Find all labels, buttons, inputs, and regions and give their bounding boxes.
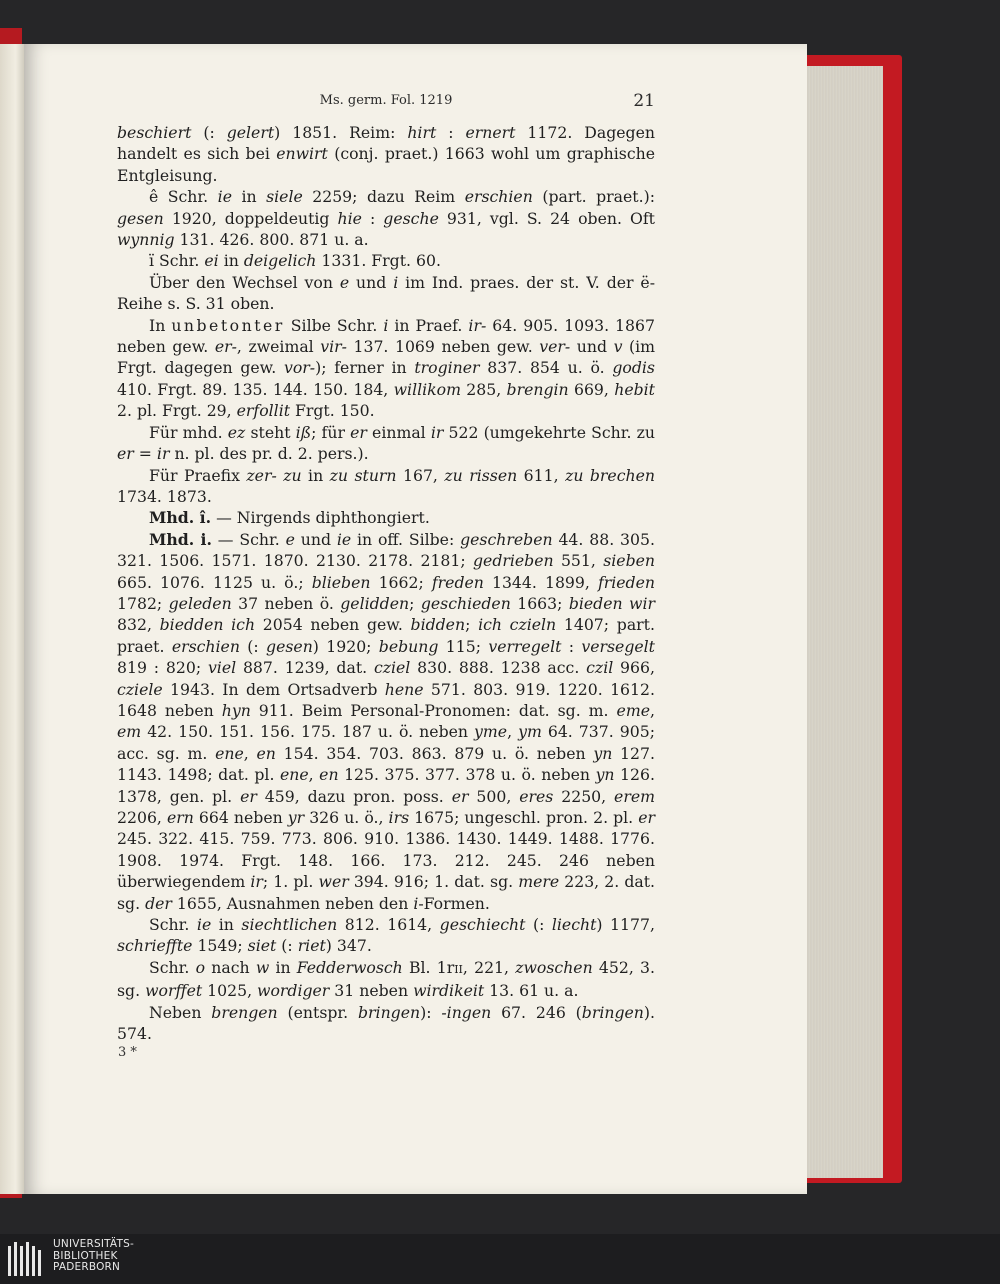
library-name-line1: UNIVERSITÄTS- (53, 1238, 134, 1250)
running-head (117, 91, 655, 111)
library-logo-icon (6, 1240, 46, 1278)
page-number: 21 (633, 91, 655, 111)
running-head-title: Ms. germ. Fol. 1219 (319, 93, 453, 108)
library-name-line3: PADERBORN (53, 1261, 121, 1273)
paragraph: ï Schr. ei in deigelich 1331. Frgt. 60. (149, 251, 441, 271)
paragraph: Schr. o nach w in Fedderwosch Bl. 1rII, 221, zwoschen 452, 3. sg. worffet 1025, wordiger 31 neben wirdikeit 13. 61 u. a. (117, 957, 655, 1001)
paragraph: ê Schr. ie in siele 2259; dazu Reim erschien (part. praet.): gesen 1920, doppeldeutig hie : gesche 931, vgl. S. 24 oben. Oft wynnig 131. 426. 800. 871 u. a. (117, 187, 655, 250)
body-text (117, 122, 655, 1044)
library-name-line2: BIBLIOTHEK (53, 1249, 118, 1262)
paragraph: beschiert (: gelert) 1851. Reim: hirt : ernert 1172. Dagegen handelt es sich bei enwirt (conj. praet.) 1663 wohl um graphische Entgleisung. (117, 123, 655, 185)
paragraph: Schr. ie in siechtlichen 812. 1614, geschiecht (: liecht) 1177, schrieffte 1549; siet (: riet) 347. (117, 915, 655, 956)
paragraph: Über den Wechsel von e und i im Ind. praes. der st. V. der ë-Reihe s. S. 31 oben. (117, 272, 655, 314)
paragraph: Mhd. i. — Schr. e und ie in off. Silbe: geschreben 44. 88. 305. 321. 1506. 1571. 1870. 2130. 2178. 2181; gedrieben 551, sieben 665. 1076. 1125 u. ö.; blieben 1662; freden 1344. 1899, frieden 1782; geleden 37 neben ö. gelidden; geschieden 1663; bieden wir 832, biedden ich 2054 neben gew. bidden; ich czieln 1407; part. praet. erschien (: gesen) 1920; bebung 115; verregelt : versegelt 819 : 820; viel 887. 1239, dat. cziel 830. 888. 1238 acc. czil 966, cziele 1943. In dem Ortsadverb hene 571. 803. 919. 1220. 1612. 1648 neben hyn 911. Beim Personal-Pronomen: dat. sg. m. eme, em 42. 150. 151. 156. 175. 187 u. ö. neben yme, ym 64. 737. 905; acc. sg. m. ene, en 154. 354. 703. 863. 879 u. ö. neben yn 127. 1143. 1498; dat. pl. ene, en 125. 375. 377. 378 u. ö. neben yn 126. 1378, gen. pl. er 459, dazu pron. poss. er 500, eres 2250, erem 2206, ern 664 neben yr 326 u. ö., irs 1675; ungeschl. pron. 2. pl. er 245. 322. 415. 759. 773. 806. 910. 1386. 1430. 1449. 1488. 1776. 1908. 1974. Frgt. 148. 166. 173. 212. 245. 246 neben überwiegendem ir; 1. pl. wer 394. 916; 1. dat. sg. mere 223, 2. dat. sg. der 1655, Ausnahmen neben den i-Formen. (117, 529, 656, 913)
paragraph: Für Praefix zer- zu in zu sturn 167, zu rissen 611, zu brechen 1734. 1873. (117, 465, 655, 506)
paragraph: Für mhd. ez steht iß; für er einmal ir 522 (umgekehrte Schr. zu er = ir n. pl. des pr. d. 2. pers.). (117, 422, 656, 464)
library-name (53, 1239, 134, 1274)
paragraph: Neben brengen (entspr. bringen): -ingen 67. 246 (bringen). 574. (117, 1002, 655, 1044)
signature-mark: 3 * (118, 1045, 137, 1060)
left-page-edge (0, 44, 26, 1194)
paragraph: In unbetonter Silbe Schr. i in Praef. ir- 64. 905. 1093. 1867 neben gew. er-, zweimal vir- 137. 1069 neben gew. ver- und v (im Frgt. dagegen gew. vor-); ferner in troginer 837. 854 u. ö. godis 410. Frgt. 89. 135. 144. 150. 184, willikom 285, brengin 669, hebit 2. pl. Frgt. 29, erfollit Frgt. 150. (117, 315, 656, 421)
page-edges (805, 66, 883, 1178)
paragraph: Mhd. î. — Nirgends diphthongiert. (149, 508, 430, 528)
library-footer (0, 1234, 1000, 1284)
